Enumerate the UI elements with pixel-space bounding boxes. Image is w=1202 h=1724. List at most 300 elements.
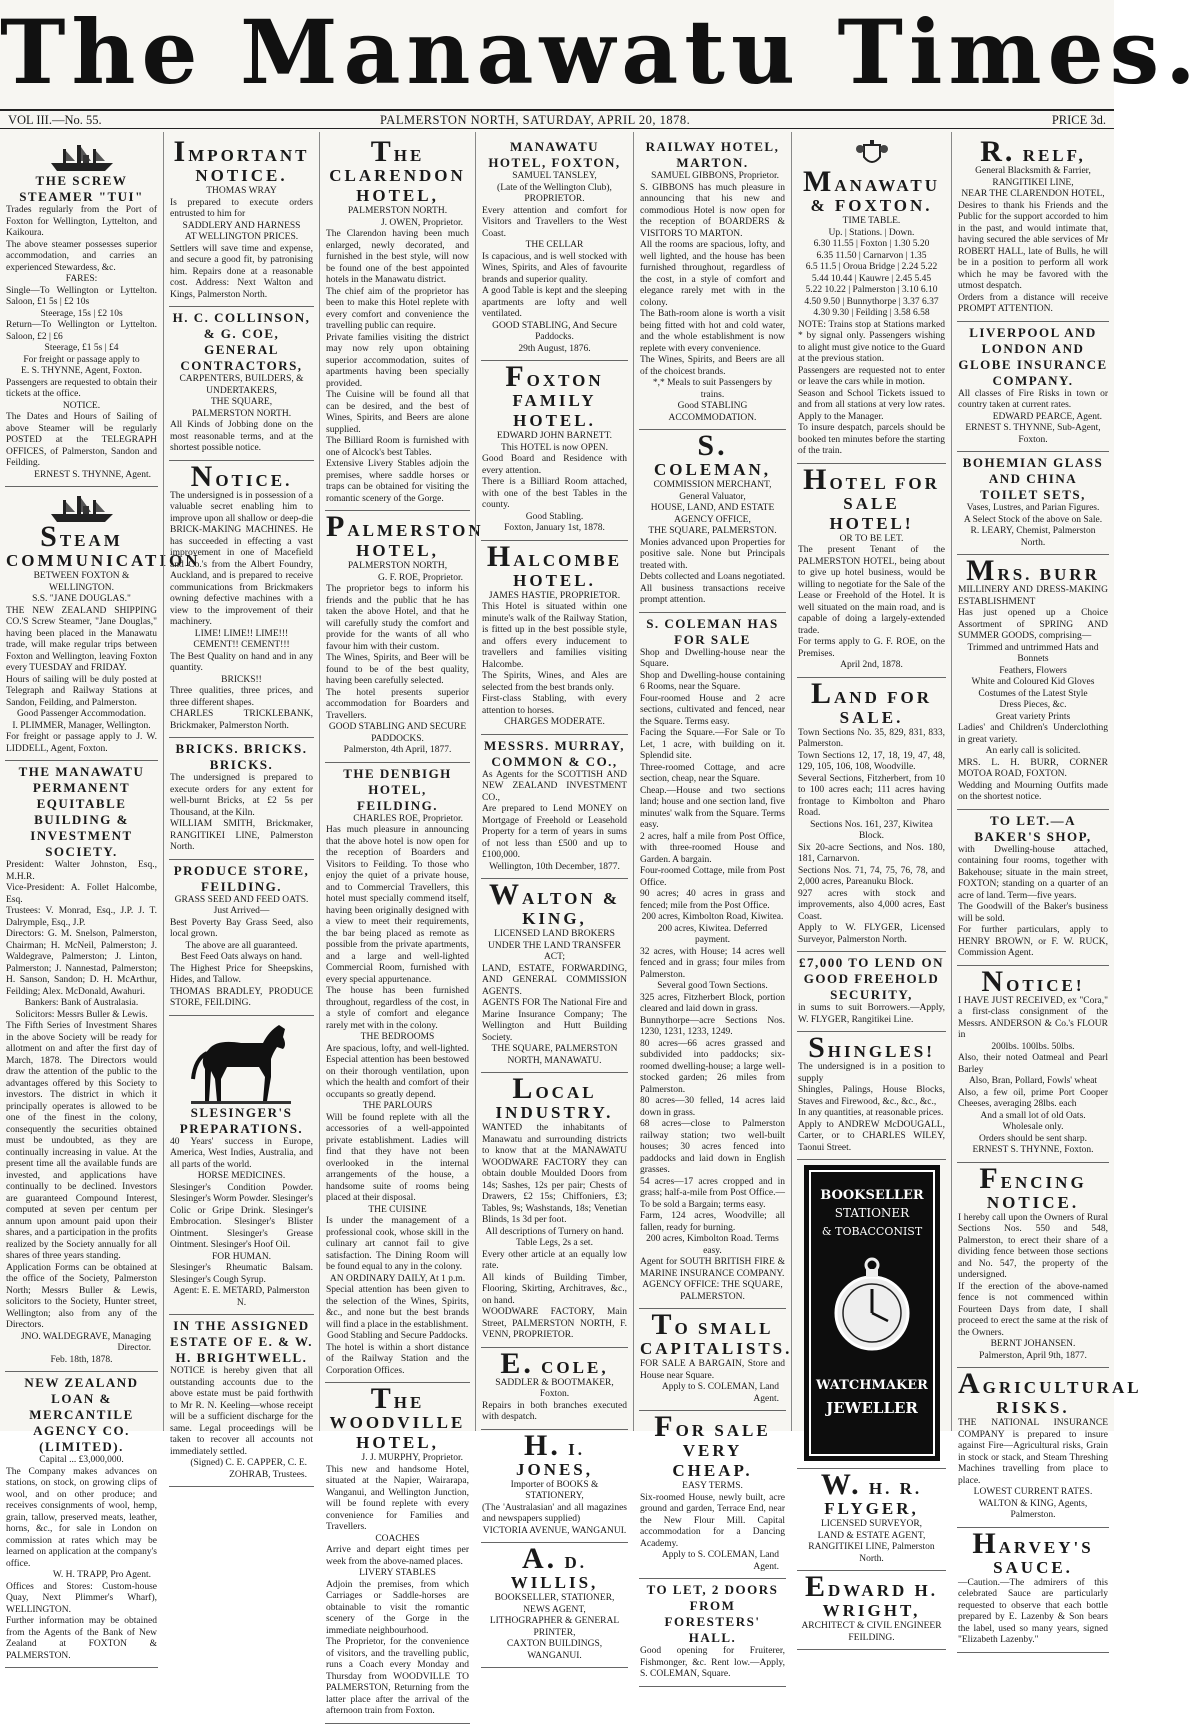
- advertisement: [5, 136, 158, 487]
- advertisement-text: All classes of Fire Risks in town or country taken at current rates.: [958, 388, 1108, 410]
- advertisement-title: RAILWAY HOTEL, MARTON.: [645, 139, 780, 170]
- advertisement-text: I HAVE JUST RECEIVED, ex "Cora," a first-class consignment of the Messrs. ANDERSON & Co.'s FLOUR in: [958, 995, 1108, 1040]
- advertisement-text: Palmerston, 4th April, 1877.: [343, 745, 452, 755]
- advertisement-title: LAND FOR SALE.: [811, 676, 932, 727]
- advertisement-text: Farm, 124 acres, Woodville; all fallen, ready for burning.: [640, 1211, 785, 1233]
- advertisement-text: Six 20-acre Sections, and Nos. 180, 181, Carnarvon.: [798, 842, 945, 864]
- advertisement-text: Feb. 18th, 1878.: [50, 1354, 113, 1365]
- advertisement-text: The Wines, Spirits, and Beer will be found to be of the best quality, having been carefully selected.: [326, 653, 469, 686]
- advertisement-text: 80 acres—66 acres grassed and subdivided into paddocks; six-roomed dwelling-house; a large well-stocked garden; 26 miles from Palmerston.: [640, 1038, 785, 1095]
- advertisement: [481, 879, 628, 1073]
- advertisement: [957, 322, 1109, 453]
- advertisement-text: Single—To Wellington or Lyttelton. Saloon, £1 5s | £2 10s: [6, 285, 157, 307]
- advertisement-text: Six-roomed House, newly built, acre ground and garden, Terrace End, near the New Flour Mill. Capital accommodation for a Dancing Academy.: [640, 1492, 785, 1549]
- advertisement-text: BRICKS!!: [221, 674, 262, 685]
- advertisement-text: In any quantities, at reasonable prices.: [798, 1108, 944, 1118]
- advertisement: [639, 1308, 793, 1411]
- advertisement-text: PROPRIETOR.: [524, 194, 585, 204]
- advertisement-text: VICTORIA AVENUE, WANGANUI.: [482, 1525, 627, 1536]
- advertisement-text: *,* Meals to suit Passengers by trains.: [652, 378, 773, 400]
- advertisement-text: R. LEARY, Chemist, Palmerston North.: [970, 526, 1096, 548]
- advertisement: [325, 136, 470, 511]
- advertisement-text: Repairs in both branches executed with despatch.: [482, 1400, 627, 1422]
- advertisement-text: 5.22 10.22 | Palmerston | 3.10 6.10: [805, 285, 938, 295]
- advertisement-text: 200 acres, Kiwitea. Deferred payment.: [657, 923, 768, 945]
- advertisement-title: MANAWATU HOTEL, FOXTON,: [488, 139, 621, 170]
- advertisement: [325, 1383, 470, 1724]
- advertisement-text: E. S. THYNNE, Agent, Foxton.: [21, 366, 142, 376]
- advertisement-text: LOWEST CURRENT RATES.: [973, 1487, 1093, 1497]
- advertisement-text: LIVERY STABLES: [359, 1568, 436, 1578]
- advertisement-text: All Kinds of Jobbing done on the most reasonable terms, and at the shortest possible notice.: [170, 420, 313, 453]
- advertisement-text: For freight or passage apply to: [23, 354, 140, 365]
- advertisement-title: W. H. R. FLYGER,: [820, 1468, 923, 1518]
- advertisement-text: GRASS SEED AND FEED OATS.: [174, 894, 309, 905]
- advertisement-title: THE SCREW STEAMER "TUI": [19, 173, 144, 204]
- advertisement-text: The Billiard Room is furnished with one of Alcock's best Tables.: [326, 436, 469, 458]
- advertisement-text: LIME! LIME!! LIME!!!: [194, 628, 289, 639]
- column-4: [475, 132, 633, 1661]
- advertisement-text: BETWEEN FOXTON & WELLINGTON.: [33, 571, 130, 593]
- advertisement-text: The Company makes advances on stations, on stock, on growing clips of wool, and on other produce; and receives consignments of wool, hemp, grain, tallow, preserved meats, leather, horns, &c., for sale in London on commission at rates which may be learned on application at the company's office.: [6, 1466, 157, 1569]
- advertisement-text: Wholesale only.: [1002, 1122, 1064, 1132]
- advertisement: [957, 452, 1109, 555]
- advertisement-title: THE WOODVILLE HOTEL,: [329, 1382, 466, 1452]
- advertisement-text: Adjoin the premises, from which Carriages or Saddle-horses are obtainable to visit the romantic scenery of the Gorge in the immediate neighbourhood.: [326, 1579, 469, 1636]
- advertisement-text: The Goodwill of the Baker's business will be sold.: [958, 902, 1108, 924]
- advertisement-title: H. I. JONES,: [515, 1428, 594, 1479]
- advertisement: [169, 860, 314, 1016]
- advertisement-text: LICENSED LAND BROKERS: [494, 929, 615, 939]
- advertisement-text: in sums to suit Borrowers.—Apply, W. FLYGER, Rangitikei Line.: [798, 1003, 945, 1025]
- advertisement-text: Best Poverty Bay Grass Seed, also local grown.: [170, 917, 313, 939]
- advertisement-text: Good opening for Fruiterer, Fishmonger, &c. Rent low.—Apply, S. COLEMAN, Square.: [640, 1646, 785, 1679]
- advertisement-text: J. J. MURPHY, Proprietor.: [361, 1453, 463, 1463]
- advertisement-text: PALMERSTON NORTH.: [347, 206, 448, 216]
- advertisement-text: THE SQUARE,: [210, 397, 273, 407]
- advertisement-text: CHARGES MODERATE.: [504, 717, 605, 727]
- advertisement-text: A Select Stock of the above on Sale.: [963, 514, 1103, 525]
- advertisement-text: Wedding and Mourning Outfits made on the shortest notice.: [958, 780, 1108, 802]
- advertisement-title: TO LET.—A BAKER'S SHOP,: [974, 812, 1092, 844]
- advertisement-text: Season and School Tickets issued to and from all stations at very low rates. Apply to the Manager.: [798, 388, 945, 422]
- advertisement-text: JNO. WALDEGRAVE, Managing Director.: [20, 1331, 151, 1353]
- advertisement-text: White and Coloured Kid Gloves: [971, 677, 1095, 687]
- advertisement-text: Best Feed Oats always on hand.: [180, 952, 303, 962]
- advertisement-text: Will be found replete with all the accessories of a well-appointed private establishment. Ladies will find that they have not been overlooked in the internal arrangements of the house, a handsome suite of rooms being placed at their disposal.: [326, 1112, 469, 1203]
- advertisement-text: Slesinger's Rheumatic Balsam. Slesinger's Cough Syrup.: [170, 1263, 313, 1285]
- advertisement-text: OR TO BE LET.: [839, 533, 904, 544]
- advertisement-text: Several Sections, Fitzherbert, from 10 to 100 acres each; 111 acres having frontage to Kimbolton and Pharo Road.: [798, 773, 945, 818]
- advertisement-text: Vice-President: A. Follet Halcombe, Esq.: [6, 883, 157, 905]
- advertisement-text: Private families visiting the district may now rely upon obtaining superior accommodation, suites of apartments having been specially provided.: [326, 332, 469, 389]
- advertisement-text: EDWARD PEARCE, Agent.: [992, 411, 1102, 422]
- advertisement-text: THE NATIONAL INSURANCE COMPANY is prepared to insure against Fire—Agricultural risks, Grain in stock or stack, and Steam Threshing Machines travelling from place to place.: [958, 1418, 1108, 1486]
- advertisement-text: Trustees: V. Monrad, Esq., J.P. J. T. Dalrymple, Esq., J.P.: [6, 906, 157, 928]
- advertisement-text: SAMUEL TANSLEY,: [512, 171, 597, 181]
- advertisement-text: WOODWARE FACTORY, Main Street, PALMERSTON NORTH, F. VENN, PROPRIETOR.: [482, 1307, 627, 1340]
- advertisement-text: WILLIAM SMITH, Brickmaker, RANGITIKEI LINE, Palmerston North.: [170, 819, 313, 852]
- place-and-date: PALMERSTON NORTH, SATURDAY, APRIL 20, 1878.: [380, 113, 691, 127]
- advertisement-text: MILLINERY AND DRESS-MAKING ESTABLISHMENT: [958, 585, 1108, 607]
- advertisement-title: THE MANAWATU PERMANENT EQUITABLE BUILDING & INVESTMENT SOCIETY.: [18, 764, 145, 859]
- advertisement-text: Several good Town Sections.: [657, 981, 768, 991]
- advertisement-text: Every other article at an equally low rate.: [482, 1249, 627, 1271]
- advertisement-text: Town Sections No. 35, 829, 831, 833, Palmerston.: [798, 727, 945, 749]
- advertisement-text: Special attention has been given to the selection of the Wines, Spirits, &c., and none but the best brands will find a place in the establishment.: [326, 1285, 469, 1330]
- price: PRICE 3d.: [1051, 113, 1106, 127]
- advertisement: [639, 1411, 786, 1579]
- advertisement-text: I. PLIMMER, Manager, Wellington.: [12, 720, 151, 731]
- advertisement-text: BOOKSELLER, STATIONER, NEWS AGENT,: [494, 1593, 615, 1615]
- advertisement-text: The chief aim of the proprietor has been to make this Hotel replete with every comfort and convenience the travelling public can require.: [326, 286, 469, 331]
- advertisement: [169, 738, 314, 860]
- watch-icon: [798, 1163, 945, 1463]
- column-7: [951, 132, 1142, 1645]
- newspaper-title: The Manawatu Times.: [0, 0, 1202, 104]
- advertisement-text: FOR SALE A BARGAIN, Store and House near Square.: [640, 1359, 785, 1381]
- advertisement-text: Monies advanced upon Properties for positive sale. None but Principals treated with.: [640, 537, 785, 571]
- advertisement-text: The Fifth Series of Investment Shares in the above Society will be ready for allotment on and after the first day of March, 1878. The Directors would draw the attention of the public to the advantages offered by this Society to investors. The district in which it principally operates is allowed to be one of the finest in the colony, consequently the securities obtained must be undoubted, as they are continually increasing in value. At the present time all the available funds are invested, and applications have continually to be declined. Investors are guaranteed Compound Interest, computed at seven per centum per annum upon amount paid upon their shares, and a participation in the profits realized by the Society annually for all shares of three years standing.: [6, 1021, 157, 1261]
- advertisement-title: HOTEL FOR SALE HOTEL!: [803, 462, 940, 533]
- advertisement-text: LAND, ESTATE, FORWARDING, AND GENERAL COMMISSION AGENTS.: [482, 963, 627, 997]
- advertisement-text: All the rooms are spacious, lofty, and well lighted, and the house has been furnished throughout, regardless of the cost, in a style of comfort and elegance rarely met with in the colony.: [640, 240, 785, 308]
- advertisement-text: Feathers, Flowers: [999, 665, 1067, 676]
- advertisement-text: The above are all guaranteed.: [185, 940, 298, 951]
- advertisement-text: S.S. "JANE DOUGLAS.": [32, 594, 131, 604]
- advertisement-text: ERNEST S. THYNNE, Sub-Agent, Foxton.: [965, 423, 1101, 445]
- advertisement-text: The present Tenant of the PALMERSTON HOTEL, being about to give up hotel business, would be willing to negotiate for the Sale of the Lease or Freehold of the Hotel. It is well situated on the main road, and is capable of doing a largely-extended trade.: [798, 545, 945, 636]
- advertisement: [481, 1348, 628, 1430]
- advertisement-text: Directors: G. M. Snelson, Palmerston, Chairman; H. McNeil, Palmerston; J. Waldegrave, Palmerston; J. Linton, Palmerston; J. Nannestad, Palmerston; H. Sanson, Sandon; D. H. McArthur, Feilding; Alex. McDonald, Awahuri.: [6, 929, 157, 997]
- advertisement-text: Good Passenger Accommodation.: [16, 709, 147, 719]
- advertisement-text: AGENTS FOR The National Fire and Marine Insurance Company; The Wellington and Hutt Building Society.: [482, 998, 627, 1043]
- advertisement-text: EDWARD JOHN BARNETT.: [496, 431, 613, 441]
- advertisement-text: President: Walter Johnston, Esq., M.H.R.: [6, 860, 157, 882]
- advertisement-text: Application Forms can be obtained at the office of the Society, Palmerston North; Messrs Buller & Lewis, solicitors to the Society, Hunter street, Wellington; also from any of the Directors.: [6, 1262, 157, 1330]
- advertisement-text: Arrive and depart eight times per week from the above-named places.: [326, 1545, 469, 1567]
- advertisement-text: Good Stabling.: [525, 511, 584, 522]
- advertisement-text: Four-roomed House and 2 acre sections, cultivated and fenced, near the Square. Terms easy.: [640, 693, 785, 727]
- advertisement-text: AGENCY OFFICE: THE SQUARE, PALMERSTON.: [642, 1280, 783, 1302]
- advertisement-text: RANGITIKEI LINE,: [992, 177, 1074, 188]
- advertisement: [481, 735, 628, 880]
- horse-icon: [170, 1019, 313, 1105]
- advertisement: [169, 307, 314, 461]
- advertisement-text: Extensive Livery Stables adjoin the premises, where saddle horses or traps can be obtained for visiting the romantic scenery of the Gorge.: [326, 459, 469, 504]
- advertisement-text: (Late of the Wellington Club),: [497, 182, 612, 193]
- advertisement-text: (Signed) C. E. CAPPER, C. E. ZOHRAB, Trustees.: [190, 1458, 307, 1480]
- advertisement-text: Dress Pieces, &c.: [999, 700, 1067, 710]
- advertisement-text: Foxton, January 1st, 1878.: [504, 523, 605, 533]
- advertisement-text: 4.50 9.50 | Bunnythorpe | 3.37 6.37: [804, 296, 939, 307]
- advertisement-text: ERNEST S. THYNNE, Agent.: [34, 469, 151, 480]
- advertisement-text: Three qualities, three prices, and three different shapes.: [170, 686, 313, 708]
- advertisement-title: FOXTON FAMILY HOTEL.: [505, 360, 604, 430]
- advertisement-text: GOOD STABLING AND SECURE PADDOCKS.: [328, 722, 467, 744]
- advertisement-text: BERNT JOHANSEN.: [990, 1339, 1076, 1349]
- svg-text:BOOKSELLER: BOOKSELLER: [819, 1188, 924, 1203]
- advertisement-text: The Best Quality on hand and in any quantity.: [170, 651, 313, 673]
- advertisement-text: THOMAS BRADLEY, PRODUCE STORE, FEILDING.: [170, 986, 313, 1008]
- advertisement: [481, 1073, 628, 1348]
- advertisement: [957, 555, 1109, 810]
- advertisement-title: BOHEMIAN GLASS AND CHINA TOILET SETS,: [962, 455, 1104, 502]
- advertisement-text: Are prepared to Lend MONEY on Mortgage of Freehold or Leasehold Property for a term of years in sums of not less than £500 and up to £100,000.: [482, 804, 627, 860]
- advertisement-text: 6.5 11.5 | Oroua Bridge | 2.24 5.22: [805, 262, 938, 272]
- svg-text:& TOBACCONIST: & TOBACCONIST: [821, 1225, 922, 1238]
- advertisement-text: Steerage, £1 5s | £4: [44, 343, 119, 353]
- advertisement-text: Costumes of the Latest Style: [978, 688, 1088, 699]
- advertisement-text: Passengers are requested to obtain their tickets at the office.: [6, 377, 157, 399]
- advertisement-text: 80 acres—30 felled, 14 acres laid down in grass.: [640, 1096, 785, 1118]
- advertisement: [481, 361, 628, 541]
- advertisement-text: Has much pleasure in announcing that the above hotel is now open for the reception of Boarders and Visitors to Feilding. To those who enjoy the quiet of a private house, and to Commercial Travellers, this hotel must specially commend itself, having been originally designed with a view to meet their requirements, the bar being placed as remote as possible from the private apartments, and a large and well-lighted Commercial Room, furnished with every special appurtenance.: [326, 825, 469, 985]
- advertisement-text: An early call is solicited.: [985, 746, 1081, 756]
- advertisement-text: Agent: E. E. METARD, Palmerston N.: [173, 1286, 310, 1308]
- advertisement-text: Three-roomed Cottage, and acre section, cheap, near the Square.: [640, 762, 785, 784]
- advertisement-text: Cheap.—House and two sections land; house and one section land, five minutes' walk from the Square. Terms easy.: [640, 785, 785, 830]
- advertisement-text: Sections Nos. 71, 74, 75, 76, 78, and 2,000 acres, Pareanuku Block.: [798, 865, 945, 887]
- advertisement: [957, 810, 1109, 966]
- advertisement: [481, 1543, 628, 1668]
- advertisement: [797, 1469, 946, 1571]
- advertisement-text: Return—To Wellington or Lyttelton. Saloon, £2 | £6: [6, 320, 157, 342]
- advertisement-text: Further information may be obtained from the Agents of the Bank of New Zealand at FOXTON & PALMERSTON.: [6, 1616, 157, 1661]
- advertisement-text: EASY TERMS.: [682, 1481, 743, 1491]
- advertisement-text: Solicitors: Messrs Buller & Lewis.: [15, 1009, 148, 1020]
- svg-text:JEWELLER: JEWELLER: [825, 1399, 918, 1417]
- advertisement-title: THE CLARENDON HOTEL,: [329, 135, 466, 205]
- column-2: [163, 132, 319, 1480]
- advertisement: [797, 1160, 946, 1469]
- advertisement-text: Is capacious, and is well stocked with Wines, Spirits, and Ales of favourite brands and superior quality.: [482, 251, 627, 285]
- advertisement-text: The proprietor begs to inform his friends and the public that he has taken the above Hotel, and that he will carefully study the comfort and provide for the wants of all who favour him with their custom.: [326, 584, 469, 652]
- advertisement-text: NOTE: Trains stop at Stations marked * by signal only. Passengers wishing to alight must give notice to the Guard at the previous station.: [798, 319, 945, 364]
- advertisement-text: Apply to W. FLYGER, Licensed Surveyor, Palmerston North.: [798, 923, 945, 945]
- advertisement-text: April 2nd, 1878.: [840, 660, 903, 670]
- advertisement-text: If the erection of the above-named fence is not commenced within Fourteen Days from date, I shall proceed to erect the same at the risk of the Owners.: [958, 1281, 1108, 1338]
- advertisement: [797, 136, 946, 464]
- advertisement-text: Importer of BOOKS & STATIONERY,: [510, 1479, 599, 1501]
- advertisement-text: Bunnythorpe—acre Sections Nos. 1230, 1231, 1233, 1249.: [640, 1015, 785, 1037]
- advertisement-text: This Hotel is situated within one minute's walk of the Railway Station, is fitted up in the best possible style, and offers every inducement to travellers and families visiting Halcombe.: [482, 602, 627, 670]
- advertisement-text: The Wines, Spirits, and Beers are all of the choicest brands.: [640, 355, 785, 377]
- advertisement-text: Is under the management of a professional cook, whose skill in the culinary art cannot fail to give satisfaction. The Dining Room will be found equal to any in the colony.: [326, 1216, 469, 1272]
- volume-number: VOL III.—No. 55.: [8, 113, 102, 127]
- advertisement-title: E. COLE,: [500, 1346, 609, 1380]
- advertisement-title: A. D. WILLIS,: [510, 1542, 599, 1592]
- advertisement-text: Steerage, 15s | £2 10s: [40, 308, 123, 319]
- advertisement-text: Good Stabling and Secure Paddocks.: [327, 1331, 468, 1341]
- advertisement: [797, 952, 946, 1032]
- advertisement-title: WALTON & KING,: [489, 878, 620, 928]
- advertisement-text: Great variety Prints: [995, 711, 1071, 722]
- advertisement-title: FOR SALE VERY CHEAP.: [654, 1410, 771, 1480]
- svg-text:WATCHMAKER: WATCHMAKER: [815, 1378, 928, 1393]
- svg-text:STATIONER: STATIONER: [834, 1206, 909, 1220]
- advertisement-text: AN ORDINARY DAILY, At 1 p.m.: [329, 1273, 466, 1284]
- advertisement-text: Four-roomed Cottage, mile from Post Office.: [640, 866, 785, 888]
- advertisement-text: As Agents for the SCOTTISH AND NEW ZEALAND INVESTMENT CO.,: [482, 769, 627, 803]
- advertisement-text: Good Board and Residence with every attention.: [482, 454, 627, 476]
- advertisement-title: NOTICE!: [981, 964, 1085, 998]
- advertisement-text: Every attention and comfort for Visitors and Travellers to the West Coast.: [482, 205, 627, 239]
- advertisement-title: AGRICULTURAL RISKS.: [958, 1367, 1142, 1417]
- advertisement-text: The Dates and Hours of Sailing of above Steamer will be regularly POSTED at the TELEGRAPH OFFICES, of Palmerston, Sandon and Feilding.: [6, 412, 157, 468]
- advertisement-title: HALCOMBE HOTEL.: [486, 539, 623, 590]
- advertisement-title: TO SMALL CAPITALISTS.: [640, 1308, 793, 1358]
- advertisement-text: The hotel presents superior accommodation for Boarders and Travellers.: [326, 687, 469, 721]
- advertisement-text: Orders from a distance will receive PROMPT ATTENTION.: [958, 292, 1108, 314]
- advertisement: [957, 966, 1109, 1163]
- advertisement: [325, 763, 470, 1384]
- advertisement-text: THOMAS WRAY: [206, 186, 277, 196]
- advertisement: [325, 510, 484, 763]
- advertisement-text: 40 Years' success in Europe, America, West Indies, Australia, and all parts of the world.: [170, 1136, 313, 1170]
- dateline-bar: [0, 109, 1114, 129]
- advertisement: [169, 1315, 314, 1487]
- advertisement-text: 32 acres, with House; 14 acres well fenced and in grass; four miles from Palmerston.: [640, 946, 785, 980]
- advertisement-text: The undersigned is in a position to supply: [798, 1062, 945, 1084]
- advertisement-text: WALTON & KING, Agents, Palmerston.: [978, 1498, 1088, 1520]
- advertisement-text: NEAR THE CLARENDON HOTEL,: [961, 189, 1105, 199]
- advertisement-text: COMMISSION MERCHANT, General Valuator,: [653, 480, 772, 502]
- advertisement-text: FEILDING.: [848, 1632, 895, 1643]
- advertisement-title: HARVEY'S SAUCE.: [972, 1526, 1094, 1577]
- advertisement-title: MANAWATU & FOXTON.: [802, 165, 941, 215]
- advertisement-title: LIVERPOOL AND LONDON AND GLOBE INSURANCE COMPANY.: [958, 324, 1108, 388]
- advertisement-text: Apply to ANDREW McDOUGALL, Carter, or to CHARLES WILEY, Taonui Street.: [798, 1119, 945, 1153]
- advertisement-text: The Cuisine will be found all that can be desired, and the best of Wines, Spirits, and Beers are alone supplied.: [326, 390, 469, 435]
- advertisement-text: CAXTON BUILDINGS, WANGANUI.: [506, 1639, 603, 1661]
- advertisement-text: For freight or passage apply to J. W. LIDDELL, Agent, Foxton.: [6, 732, 157, 754]
- advertisement-text: Agent for SOUTH BRITISH FIRE & MARINE INSURANCE COMPANY.: [640, 1257, 785, 1279]
- advertisement-text: To insure despatch, parcels should be booked ten minutes before the starting of the train.: [798, 423, 945, 456]
- advertisement-text: 4.30 9.30 | Feilding | 3.58 6.58: [813, 308, 930, 318]
- advertisement-text: Orders should be sent sharp.: [979, 1133, 1087, 1144]
- advertisement-text: The above steamer possesses superior accommodation, and carries an experienced Stewardess, &c.: [6, 239, 157, 273]
- advertisement-text: Facing the Square.—For Sale or To Let, 1 acre, with building on it. Splendid site.: [640, 728, 785, 761]
- advertisement-text: For terms apply to G. F. ROE, on the Premises.: [798, 637, 945, 659]
- advertisement-text: Shop and Dwelling-house containing 6 Rooms, near the Square.: [640, 670, 785, 692]
- masthead: [0, 0, 1202, 108]
- advertisement-title: SHINGLES!: [808, 1031, 935, 1064]
- advertisement-text: CHARLES TRICKLEBANK, Brickmaker, Palmerston North.: [170, 709, 313, 731]
- column-1: [0, 132, 201, 1661]
- advertisement: [797, 464, 946, 678]
- advertisement-text: First-class Stabling, with every attention to horses.: [482, 694, 627, 716]
- advertisement-text: The Spirits, Wines, and Ales are selected from the best brands only.: [482, 671, 627, 693]
- advertisement-text: Bankers: Bank of Australasia.: [24, 998, 139, 1008]
- advertisement-text: Sections Nos. 161, 237, Kiwitea Block.: [810, 819, 933, 841]
- advertisement-text: 6.30 11.55 | Foxton | 1.30 5.20: [813, 239, 930, 249]
- advertisement-text: SADDLER & BOOTMAKER, Foxton.: [495, 1377, 614, 1399]
- advertisement-text: The Clarendon having been much enlarged, newly decorated, and furnished in the best style, will now be found one of the best appointed hotels in the Manawatu district.: [326, 229, 469, 285]
- advertisement-title: PALMERSTON HOTEL,: [326, 510, 484, 560]
- advertisement-text: —Caution.—The admirers of this celebrated Sauce are particularly requested to observe that each bottle prepared by E. Lazenby & Son bears the label, used so many years, signed "Elizabeth Lazenby.": [958, 1577, 1108, 1645]
- advertisement-text: Vases, Lustres, and Parian Figures.: [966, 503, 1100, 513]
- column-3: [319, 132, 484, 1716]
- advertisement-title: FENCING NOTICE.: [979, 1161, 1087, 1212]
- advertisement-text: The Proprietor, for the convenience of visitors, and the travelling public, runs a Coach every Monday and Thursday from WOODVILLE TO PALMERSTON, Returning from the latter place after the arrival of the afternoon train from Foxton.: [326, 1637, 469, 1716]
- advertisement-text: Also, a few oil, prime Port Cooper Cheeses, averaging 28lbs. each: [958, 1087, 1108, 1109]
- advertisement-text: Palmerston, April 9th, 1877.: [979, 1350, 1087, 1361]
- advertisement-text: Just Arrived—: [213, 906, 270, 916]
- advertisement: [957, 1163, 1109, 1369]
- advertisement-text: NOTICE is hereby given that all outstanding accounts due to the above estate must be paid forthwith to Mr R. N. Keeling—whose receipt will be a sufficient discharge for the same. Legal proceedings will be taken to recover all accounts not immediately settled.: [170, 1366, 313, 1457]
- advertisement-title: SLESINGER'S PREPARATIONS.: [179, 1104, 304, 1136]
- advertisement-text: PALMERSTON NORTH,: [347, 561, 448, 571]
- advertisement-text: I hereby call upon the Owners of Rural Sections Nos. 550 and 548, Palmerston, to erect their share of a dividing fence between those sections and No. 547, the property of the undersigned.: [958, 1212, 1108, 1280]
- advertisement: [5, 761, 158, 1372]
- advertisement-text: CHARLES ROE, Proprietor.: [353, 813, 463, 824]
- advertisement-text: NOTICE.: [62, 400, 101, 411]
- advertisement-text: Apply to S. COLEMAN, Land Agent.: [661, 1382, 779, 1404]
- advertisement-text: For further particulars, apply to HENRY BROWN, or F. W. RUCK, Commission Agent.: [958, 925, 1108, 958]
- advertisement-text: Debts collected and Loans negotiated. All business transactions receive prompt attention.: [640, 572, 785, 605]
- advertisement-text: The Bath-room alone is worth a visit being fitted with hot and cold water, and the whole establishment is now replete with every convenience.: [640, 309, 785, 354]
- advertisement-text: CEMENT!! CEMENT!!!: [193, 640, 290, 650]
- advertisement-text: TIME TABLE.: [842, 216, 901, 226]
- advertisement-columns: [0, 132, 1142, 1716]
- advertisement-text: 200 acres, Kimbolton Road. Terms easy.: [646, 1234, 779, 1256]
- advertisement-text: 29th August, 1876.: [518, 343, 591, 354]
- steamship-icon: [6, 490, 157, 524]
- advertisement: [481, 541, 628, 735]
- advertisement-text: Ladies' and Children's Underclothing in great variety.: [958, 723, 1108, 745]
- advertisement-text: GOOD STABLING, And Secure Paddocks.: [492, 320, 617, 342]
- advertisement-text: Are spacious, lofty, and well-lighted. Especial attention has been bestowed on their thorough ventilation, upon which the health and comfort of their occupants so greatly depend.: [326, 1043, 469, 1100]
- column-5: [633, 132, 793, 1679]
- advertisement: [797, 1571, 946, 1650]
- advertisement-text: Town Sections 12, 17, 18, 19, 47, 48, 129, 105, 106, 108, Woodville.: [798, 750, 945, 772]
- advertisement-text: Is prepared to execute orders entrusted to him for: [170, 197, 313, 219]
- advertisement-text: And a small lot of old Oats.: [980, 1110, 1086, 1121]
- advertisement: [639, 1579, 786, 1687]
- advertisement-text: THE CUISINE: [368, 1204, 427, 1215]
- advertisement-text: LITHOGRAPHER & GENERAL PRINTER,: [489, 1616, 620, 1638]
- advertisement-text: 6.35 11.50 | Carnarvon | 1.35: [816, 250, 927, 261]
- advertisement-text: 2 acres, half a mile from Post Office, with three-roomed House and Garden. A bargain.: [640, 831, 785, 865]
- advertisement-text: 68 acres—close to Palmerston railway station; two well-built houses; 30 acres fenced into paddocks and laid down in English grasses.: [640, 1119, 785, 1175]
- advertisement-text: THE CELLAR: [525, 240, 584, 250]
- advertisement: [169, 136, 314, 307]
- advertisement-text: Also, their noted Oatmeal and Pearl Barley: [958, 1053, 1108, 1075]
- advertisement-text: AT WELLINGTON PRICES.: [184, 232, 299, 242]
- advertisement-text: G. F. ROE, Proprietor.: [377, 572, 463, 583]
- advertisement-text: Also, Bran, Pollard, Fowls' wheat: [968, 1076, 1098, 1086]
- advertisement-text: Wellington, 10th December, 1877.: [489, 861, 620, 872]
- advertisement-text: THE SQUARE, PALMERSTON.: [648, 526, 777, 536]
- advertisement-title: TO LET, 2 DOORS FROM FORESTERS' HALL.: [646, 1582, 779, 1645]
- advertisement-text: The undersigned is in possession of a valuable secret enabling him to improve upon all shallow or deep-die BRICK-MAKING MACHINES. He has succeeded in effecting a vast improvement in one of Macefield and Co.'s from the Albert Foundry, Auckland, and is prepared to receive communications from Brickmakers owning defective machines with a view to the improvement of their machinery.: [170, 490, 313, 627]
- advertisement-text: Shop and Dwelling-house near the Square.: [640, 647, 785, 669]
- advertisement-text: HOUSE, LAND, AND ESTATE AGENCY OFFICE,: [650, 503, 775, 525]
- advertisement-title: H. C. COLLINSON, & G. COE, GENERAL CONTRACTORS,: [172, 310, 311, 373]
- advertisement-text: Up. | Stations. | Down.: [828, 227, 915, 238]
- advertisement-title: NEW ZEALAND LOAN & MERCANTILE AGENCY CO. (LIMITED).: [24, 1375, 139, 1454]
- advertisement: [481, 136, 628, 361]
- advertisement-title: BRICKS. BRICKS. BRICKS.: [175, 741, 308, 772]
- advertisement-text: ERNEST S. THYNNE, Foxton.: [972, 1145, 1094, 1155]
- advertisement-text: 325 acres, Fitzherbert Block, portion cleared and laid down in grass.: [640, 992, 785, 1014]
- advertisement-text: Shingles, Palings, House Blocks, Staves and Firewood, &c., &c., &c.,: [798, 1085, 945, 1107]
- advertisement-text: 200lbs. 100lbs. 50lbs.: [991, 1041, 1075, 1052]
- advertisement-text: Passengers are requested not to enter or leave the cars while in motion.: [798, 365, 945, 387]
- advertisement-text: ARCHITECT & CIVIL ENGINEER: [801, 1621, 942, 1631]
- advertisement: [957, 1367, 1142, 1528]
